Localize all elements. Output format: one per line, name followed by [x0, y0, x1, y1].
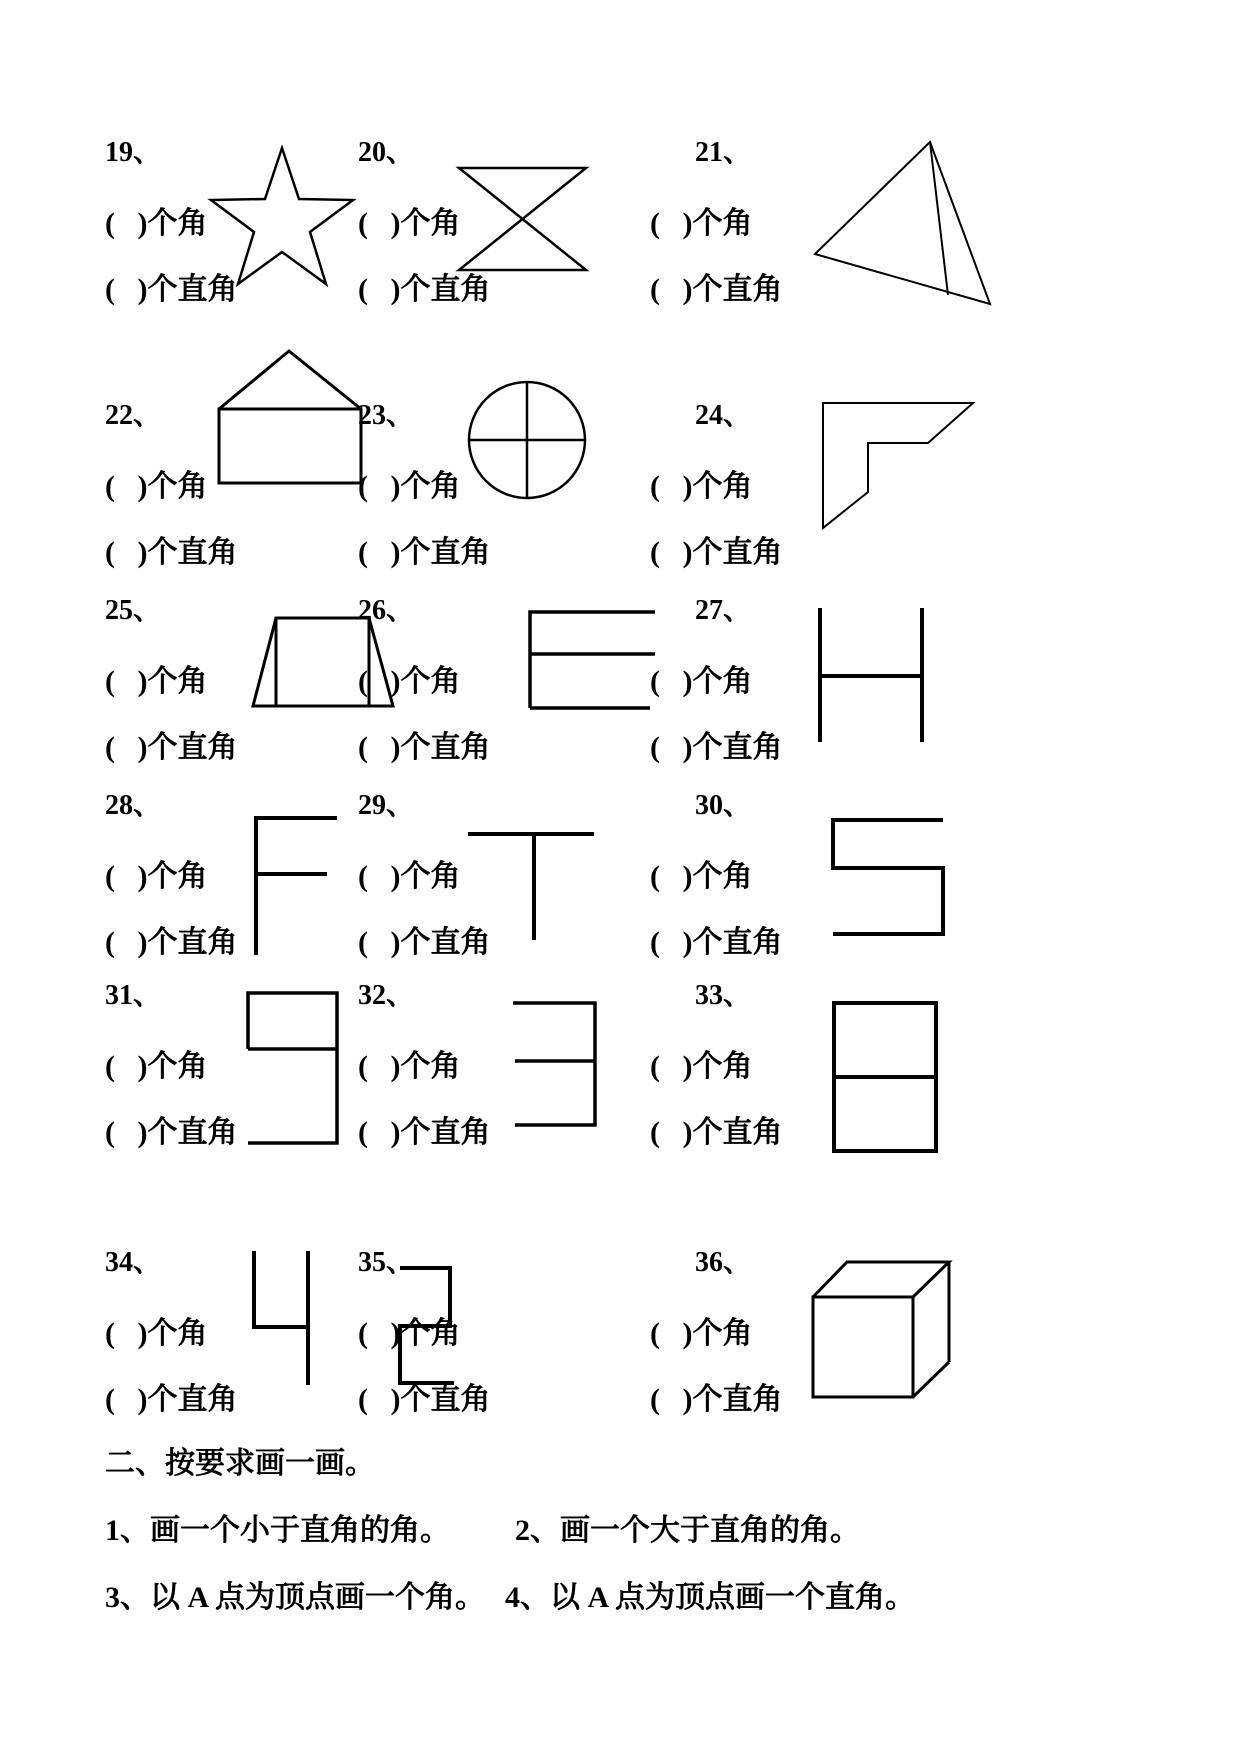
problem-number: 28、 — [105, 790, 162, 821]
section-2-item-2: 2、画一个大于直角的角。 — [515, 1514, 860, 1547]
figure-28-letter-f-icon — [242, 810, 352, 960]
problem-number: 29、 — [358, 790, 415, 821]
angle-count-blank: ( )个角 — [358, 1050, 461, 1083]
angle-count-blank: ( )个角 — [650, 665, 753, 698]
problem-number: 25、 — [105, 595, 162, 626]
problem-number: 32、 — [358, 980, 415, 1011]
angle-count-blank: ( )个角 — [358, 1317, 461, 1350]
right-angle-count-blank: ( )个直角 — [650, 1116, 783, 1149]
right-angle-count-blank: ( )个直角 — [105, 1383, 238, 1416]
right-angle-count-blank: ( )个直角 — [105, 1116, 238, 1149]
right-angle-count-blank: ( )个直角 — [358, 1383, 491, 1416]
angle-count-blank: ( )个角 — [650, 1317, 753, 1350]
figure-27-letter-h-icon — [806, 600, 936, 750]
figure-23-circle-cross-icon — [465, 378, 590, 503]
right-angle-count-blank: ( )个直角 — [650, 926, 783, 959]
angle-count-blank: ( )个角 — [105, 860, 208, 893]
figure-33-stacked-rectangles-icon — [826, 995, 944, 1159]
problem-number: 22、 — [105, 400, 162, 431]
angle-count-blank: ( )个角 — [650, 860, 753, 893]
angle-count-blank: ( )个角 — [650, 470, 753, 503]
angle-count-blank: ( )个角 — [105, 665, 208, 698]
right-angle-count-blank: ( )个直角 — [358, 926, 491, 959]
angle-count-blank: ( )个角 — [105, 1050, 208, 1083]
problem-number: 26、 — [358, 595, 415, 626]
problem-number: 23、 — [358, 400, 415, 431]
figure-22-house-icon — [215, 345, 365, 487]
section-2-item-3: 3、以 A 点为顶点画一个角。 — [105, 1581, 486, 1614]
right-angle-count-blank: ( )个直角 — [358, 731, 491, 764]
figure-36-cube-icon — [805, 1252, 965, 1402]
figure-21-triangle-icon — [800, 132, 1000, 312]
problem-number: 19、 — [105, 137, 162, 168]
right-angle-count-blank: ( )个直角 — [105, 273, 238, 306]
angle-count-blank: ( )个角 — [358, 470, 461, 503]
right-angle-count-blank: ( )个直角 — [358, 536, 491, 569]
figure-19-star-icon — [205, 145, 360, 295]
section-2-item-4: 4、以 A 点为顶点画一个直角。 — [505, 1581, 916, 1614]
angle-count-blank: ( )个角 — [105, 470, 208, 503]
angle-count-blank: ( )个角 — [650, 1050, 753, 1083]
right-angle-count-blank: ( )个直角 — [650, 1383, 783, 1416]
right-angle-count-blank: ( )个直角 — [358, 1116, 491, 1149]
figure-29-letter-t-icon — [462, 822, 602, 947]
right-angle-count-blank: ( )个直角 — [650, 273, 783, 306]
angle-count-blank: ( )个角 — [105, 207, 208, 240]
angle-count-blank: ( )个角 — [105, 1317, 208, 1350]
figure-32-digit-3-icon — [505, 993, 605, 1133]
right-angle-count-blank: ( )个直角 — [650, 536, 783, 569]
figure-31-digit-9-icon — [238, 983, 350, 1151]
right-angle-count-blank: ( )个直角 — [650, 731, 783, 764]
angle-count-blank: ( )个角 — [650, 207, 753, 240]
problem-number: 36、 — [695, 1247, 752, 1278]
figure-20-hourglass-icon — [455, 158, 590, 276]
right-angle-count-blank: ( )个直角 — [105, 731, 238, 764]
problem-number: 34、 — [105, 1247, 162, 1278]
problem-number: 30、 — [695, 790, 752, 821]
problem-number: 31、 — [105, 980, 162, 1011]
section-2-heading: 二、按要求画一画。 — [105, 1447, 375, 1480]
right-angle-count-blank: ( )个直角 — [105, 926, 238, 959]
figure-30-digit-5-icon — [823, 810, 953, 942]
problem-number: 20、 — [358, 137, 415, 168]
section-2-item-1: 1、画一个小于直角的角。 — [105, 1514, 450, 1547]
figure-26-letter-e-icon — [520, 602, 670, 720]
problem-number: 27、 — [695, 595, 752, 626]
problem-number: 33、 — [695, 980, 752, 1011]
angle-count-blank: ( )个角 — [358, 665, 461, 698]
right-angle-count-blank: ( )个直角 — [105, 536, 238, 569]
problem-number: 24、 — [695, 400, 752, 431]
figure-34-digit-4-icon — [238, 1243, 330, 1393]
right-angle-count-blank: ( )个直角 — [358, 273, 491, 306]
figure-24-bracket-icon — [815, 395, 985, 540]
figure-35-digit-2-icon — [390, 1258, 475, 1393]
angle-count-blank: ( )个角 — [358, 860, 461, 893]
problem-number: 35、 — [358, 1247, 415, 1278]
problem-number: 21、 — [695, 137, 752, 168]
angle-count-blank: ( )个角 — [358, 207, 461, 240]
